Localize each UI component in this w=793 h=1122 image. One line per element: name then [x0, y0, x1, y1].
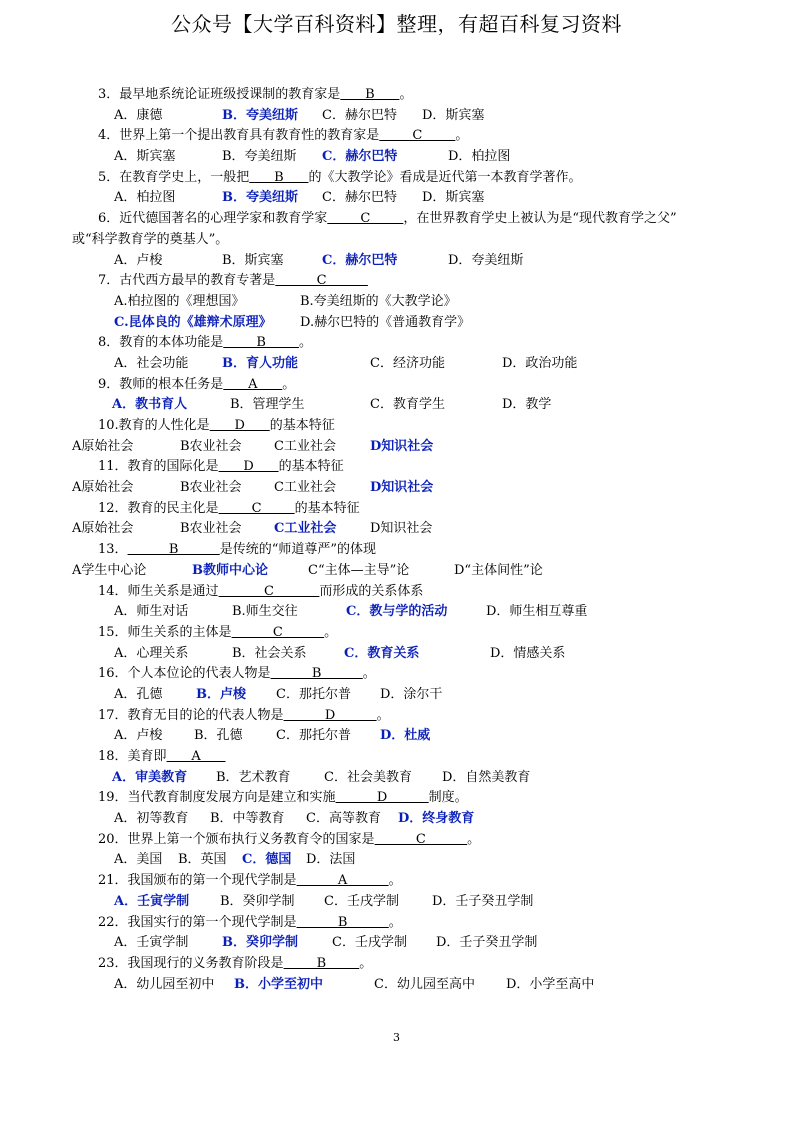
option: A．康德: [114, 107, 163, 123]
question-14-options: [72, 726, 732, 747]
option: B农业社会: [180, 438, 242, 454]
option: B．斯宾塞: [222, 252, 284, 268]
option: C．那托尔普: [276, 686, 351, 702]
answer-blank: C: [275, 273, 368, 289]
option: A．斯宾塞: [114, 149, 176, 165]
option: A原始社会: [72, 521, 134, 537]
question-stem: [72, 747, 732, 768]
correct-option: D知识社会: [370, 438, 434, 454]
question-0-options: [72, 106, 732, 127]
option: D．政治功能: [502, 355, 578, 371]
question-text-tail: 。: [388, 914, 402, 930]
question-text-tail: 。: [324, 624, 338, 640]
answer-blank: B: [283, 955, 360, 971]
question-text: 15．师生关系的主体是: [98, 624, 232, 640]
option: A．社会功能: [114, 355, 189, 371]
option: A．初等教育: [114, 811, 189, 827]
question-15-options: [72, 768, 732, 789]
question-stem: [72, 457, 732, 478]
question-5-options: [72, 354, 732, 375]
correct-option: B．夸美纽斯: [222, 190, 298, 206]
question-text: 21．我国颁布的第一个现代学制是: [98, 873, 297, 889]
correct-option: B．小学至初中: [234, 976, 323, 992]
question-text-tail: 。: [399, 87, 413, 102]
correct-option: B．卢梭: [196, 686, 246, 702]
question-text-tail: 制度。: [428, 790, 468, 806]
question-text: 23．我国现行的义务教育阶段是: [98, 955, 284, 971]
option: C．经济功能: [370, 355, 445, 371]
correct-option: B教师中心论: [192, 562, 268, 578]
option: B.师生交往: [232, 604, 298, 620]
option: D．夸美纽斯: [448, 252, 524, 268]
question-stem: [72, 788, 732, 809]
question-12-options: [72, 644, 732, 665]
correct-option: D知识社会: [370, 480, 434, 496]
question-text-tail: 。: [282, 376, 296, 392]
question-stem: [72, 623, 732, 644]
question-text-tail: ，在世界教育学史上被认为是“现代教育学之父”: [403, 211, 677, 227]
question-text: 9．教师的根本任务是: [98, 376, 224, 392]
option: C“主体—主导”论: [308, 562, 410, 578]
question-stem: [72, 706, 732, 727]
option: B．夸美纽斯: [222, 149, 297, 165]
correct-option: A．壬寅学制: [114, 893, 190, 909]
question-text: 16．个人本位论的代表人物是: [98, 666, 271, 682]
question-text: 17．教育无目的论的代表人物是: [98, 707, 284, 723]
question-stem: [72, 540, 732, 561]
question-11-options: [72, 602, 732, 623]
question-text-tail: 而形成的关系体系: [319, 583, 424, 599]
question-text: 4．世界上第一个提出教育具有教育性的教育家是: [98, 128, 380, 144]
question-3-options: [72, 251, 732, 272]
question-text-tail: 。: [467, 831, 481, 847]
question-18-options: [72, 892, 732, 913]
question-text: 10.教育的人性化是: [98, 418, 210, 433]
option: A．卢梭: [114, 728, 163, 744]
option: D．情感关系: [490, 645, 566, 661]
option: B．中等教育: [210, 811, 285, 827]
answer-blank: A: [296, 873, 389, 889]
option: A．壬寅学制: [114, 935, 189, 951]
option: D．自然美教育: [442, 769, 531, 785]
answer-blank: C: [374, 831, 468, 847]
page-header: 公众号【大学百科资料】整理，有超百科复习资料: [171, 12, 622, 36]
correct-option: A．教书育人: [112, 397, 188, 413]
correct-option: B．癸卯学制: [222, 935, 298, 951]
correct-option: C.昆体良的《雄辩术原理》: [114, 314, 272, 330]
answer-blank: B: [270, 666, 363, 682]
option: D．柏拉图: [448, 149, 511, 165]
question-stem: [72, 499, 732, 520]
correct-option: C．德国: [242, 852, 292, 868]
question-text-tail: 的基本特征: [294, 500, 360, 516]
option: A．幼儿园至初中: [114, 976, 215, 992]
answer-blank: C: [231, 624, 325, 640]
question-7-options: [72, 437, 732, 458]
option: B．孔德: [194, 728, 243, 744]
question-9-options: [72, 519, 732, 540]
question-text: 6．近代德国著名的心理学家和教育学家: [98, 211, 328, 227]
option: D．涂尔干: [380, 686, 443, 702]
option: A原始社会: [72, 480, 134, 496]
question-6-options: [72, 395, 732, 416]
question-text: 18．美育即: [98, 749, 167, 764]
question-19-options: [72, 933, 732, 954]
option: A．孔德: [114, 686, 163, 702]
option: C．社会美教育: [324, 769, 412, 785]
question-16-options: [72, 809, 732, 830]
question-1-options: [72, 147, 732, 168]
option: D．师生相互尊重: [486, 604, 588, 620]
question-continuation: 或“科学教育学的奠基人”。: [72, 231, 229, 247]
question-list: [72, 85, 732, 995]
option: B.夸美纽斯的《大教学论》: [300, 293, 457, 309]
question-text: 20．世界上第一个颁布执行义务教育令的国家是: [98, 831, 375, 847]
correct-option: B．育人功能: [222, 355, 298, 371]
answer-blank: D: [335, 790, 429, 806]
option: A．卢梭: [114, 252, 163, 268]
question-text-tail: 的基本特征: [278, 459, 344, 475]
answer-blank: B: [249, 169, 309, 185]
correct-option: C．教育关系: [344, 645, 420, 661]
question-2-options: [72, 188, 732, 209]
question-stem: [72, 664, 732, 685]
answer-blank: C: [327, 211, 404, 227]
question-text-tail: 。: [388, 873, 402, 889]
question-text-tail: 是传统的“师道尊严”的体现: [219, 542, 377, 558]
correct-option: C．赫尔巴特: [322, 252, 398, 268]
question-20-options: [72, 975, 732, 996]
option: C．赫尔巴特: [322, 107, 397, 123]
question-text-tail: 。: [376, 707, 390, 723]
option: C．高等教育: [306, 811, 381, 827]
question-text-tail: 。: [359, 955, 373, 971]
answer-blank: B: [127, 542, 220, 558]
option: A．心理关系: [114, 645, 189, 661]
question-text-tail: 。: [298, 335, 312, 351]
answer-blank: A: [223, 376, 283, 392]
question-text: 19．当代教育制度发展方向是建立和实施: [98, 790, 336, 806]
correct-option: C．赫尔巴特: [322, 149, 398, 165]
question-stem: [72, 954, 732, 975]
correct-option: A．审美教育: [112, 769, 188, 785]
correct-option: C工业社会: [274, 521, 337, 537]
option: B．英国: [178, 852, 227, 868]
question-4-options: [72, 292, 732, 313]
question-text: 3．最早地系统论证班级授课制的教育家是: [98, 87, 341, 102]
question-stem: [72, 871, 732, 892]
question-text: 12．教育的民主化是: [98, 500, 219, 516]
correct-option: D．终身教育: [398, 811, 475, 827]
option: C工业社会: [274, 438, 336, 454]
question-stem: [72, 85, 732, 106]
option: B．社会关系: [232, 645, 307, 661]
question-text: 22．我国实行的第一个现代学制是: [98, 914, 297, 930]
answer-blank: C: [218, 500, 295, 516]
question-stem: [72, 271, 732, 292]
question-text-tail: 的《大教学论》看成是近代第一本教育学著作。: [308, 169, 582, 185]
question-4-options: [72, 313, 732, 334]
option: D．壬子癸丑学制: [436, 935, 538, 951]
option: D．斯宾塞: [422, 107, 485, 123]
option: C．教育学生: [370, 397, 445, 413]
question-text: 13．: [98, 542, 128, 558]
option: A原始社会: [72, 438, 134, 454]
correct-option: D．杜威: [380, 728, 431, 744]
question-stem: [72, 333, 732, 354]
answer-blank: B: [296, 914, 389, 930]
question-stem: [72, 168, 732, 189]
option: D．小学至高中: [506, 976, 595, 992]
question-text-tail: 的基本特征: [269, 418, 335, 433]
option: B．艺术教育: [216, 769, 291, 785]
question-stem: [72, 126, 732, 147]
option: A．师生对话: [114, 604, 189, 620]
option: D知识社会: [370, 521, 433, 537]
option: C．幼儿园至高中: [374, 976, 475, 992]
answer-blank: D: [218, 459, 279, 475]
question-stem: [72, 830, 732, 851]
option: D．斯宾塞: [422, 190, 485, 206]
question-stem: [72, 582, 732, 603]
option: B农业社会: [180, 521, 242, 537]
question-text-tail: 。: [362, 666, 376, 682]
question-text: 14．师生关系是通过: [98, 583, 219, 599]
question-stem: [72, 913, 732, 934]
question-text: 5．在教育学史上，一般把: [98, 169, 250, 185]
option: A．柏拉图: [114, 190, 176, 206]
question-10-options: [72, 561, 732, 582]
option: C．壬戌学制: [332, 935, 407, 951]
option: D“主体间性”论: [454, 562, 543, 578]
question-stem: [72, 375, 732, 396]
page-number: 3: [393, 1031, 400, 1044]
question-stem: [72, 209, 732, 230]
option: B农业社会: [180, 480, 242, 496]
correct-option: B．夸美纽斯: [222, 107, 298, 123]
question-stem: [72, 416, 732, 437]
option: C工业社会: [274, 480, 336, 496]
option: C．赫尔巴特: [322, 190, 397, 206]
question-text: 11．教育的国际化是: [98, 459, 219, 475]
question-17-options: [72, 850, 732, 871]
option: A学生中心论: [72, 562, 147, 578]
question-13-options: [72, 685, 732, 706]
question-text-tail: 。: [455, 128, 469, 144]
correct-option: C．教与学的活动: [346, 604, 448, 620]
answer-blank: D: [283, 707, 377, 723]
option: D．壬子癸丑学制: [432, 893, 534, 909]
answer-blank: C: [218, 583, 320, 599]
question-8-options: [72, 478, 732, 499]
answer-blank: B: [340, 87, 400, 102]
option: A．美国: [114, 852, 163, 868]
answer-blank: A: [166, 749, 226, 764]
option: B．癸卯学制: [220, 893, 295, 909]
question-text: 7．古代西方最早的教育专著是: [98, 273, 276, 289]
option: D．法国: [306, 852, 356, 868]
option: B．管理学生: [230, 397, 305, 413]
option: D．教学: [502, 397, 552, 413]
question-text: 8．教育的本体功能是: [98, 335, 224, 351]
answer-blank: B: [223, 335, 299, 351]
option: A.柏拉图的《理想国》: [114, 293, 245, 309]
option: D.赫尔巴特的《普通教育学》: [300, 314, 471, 330]
option: C．那托尔普: [276, 728, 351, 744]
answer-blank: C: [379, 128, 456, 144]
option: C．壬戌学制: [324, 893, 399, 909]
answer-blank: D: [209, 418, 270, 433]
